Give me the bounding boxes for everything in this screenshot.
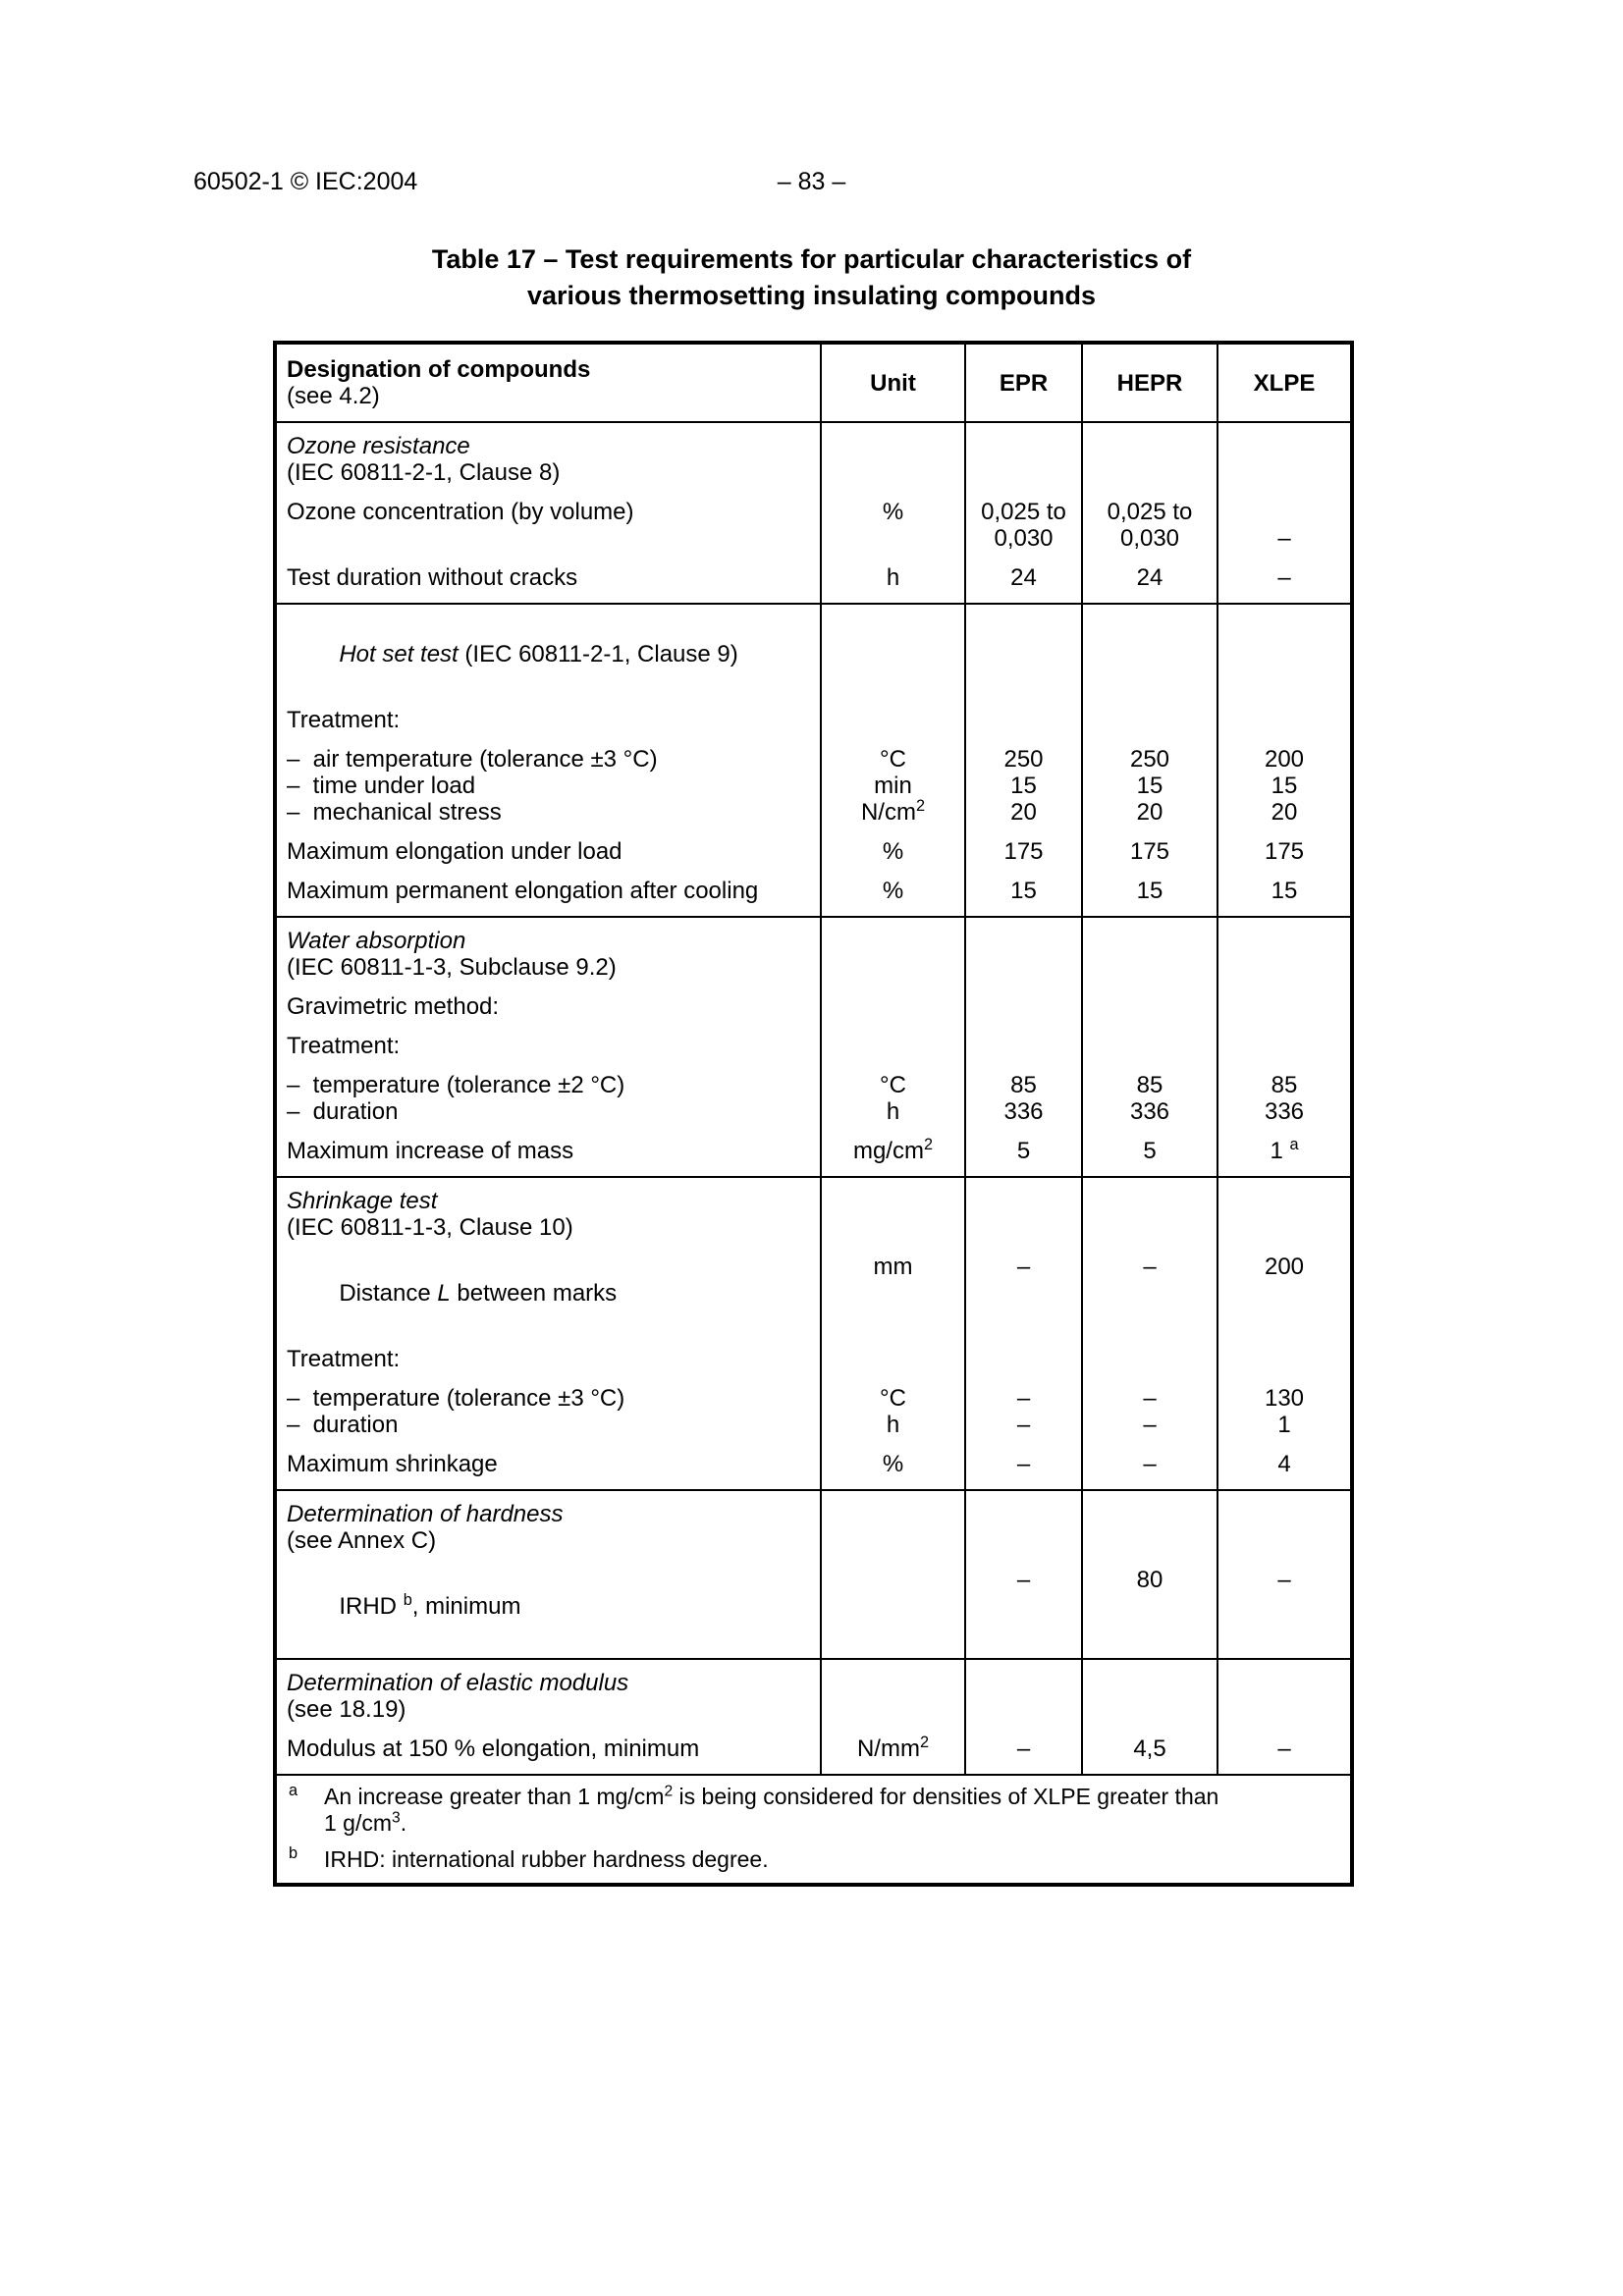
empty-cell <box>821 1554 965 1659</box>
empty-cell <box>821 981 965 1020</box>
unit-base: N/mm <box>856 1735 920 1762</box>
ozone-duration-row <box>275 552 1352 604</box>
epr-cell: 175 <box>965 826 1082 865</box>
hepr-cell <box>1082 486 1217 552</box>
value-line: 0,025 to <box>981 499 1066 525</box>
footnotes-cell <box>275 1775 1352 1885</box>
unit-cell <box>821 1125 965 1177</box>
empty-cell <box>1217 981 1352 1020</box>
label-part: between marks <box>450 1280 618 1307</box>
section-title-cell <box>275 604 821 694</box>
section-title-cell <box>275 422 821 486</box>
empty-cell <box>965 981 1082 1020</box>
epr-cell: 336 <box>965 1098 1082 1125</box>
section-title-cell <box>275 1490 821 1554</box>
label-cell: – temperature (tolerance ±2 °C) <box>275 1059 821 1098</box>
footnote-b <box>289 1846 1338 1873</box>
epr-cell <box>965 486 1082 552</box>
hepr-cell: 5 <box>1082 1125 1217 1177</box>
epr-cell: – <box>965 1438 1082 1490</box>
table-title-line1: Table 17 – Test requirements for particular characteristics of <box>431 244 1192 274</box>
xlpe-cell: 200 <box>1217 733 1352 773</box>
epr-cell: – <box>965 1412 1082 1438</box>
footnote-a <box>289 1784 1338 1837</box>
table-title-line2: various thermosetting insulating compounds <box>526 281 1097 310</box>
section-hardness <box>275 1490 1352 1659</box>
xlpe-cell: 175 <box>1217 826 1352 865</box>
hardness-irhd-row <box>275 1554 1352 1659</box>
empty-cell <box>1082 694 1217 733</box>
epr-cell: 24 <box>965 552 1082 604</box>
unit-base: mg/cm <box>852 1138 924 1164</box>
hardness-title-row <box>275 1490 1352 1554</box>
xlpe-cell: 200 <box>1217 1241 1352 1333</box>
unit-cell: h <box>821 552 965 604</box>
section-title-cell <box>275 1177 821 1241</box>
footnote-text-part: An increase greater than 1 mg/cm <box>324 1784 665 1809</box>
unit-cell: h <box>821 1412 965 1438</box>
xlpe-cell: – <box>1217 1554 1352 1659</box>
section-water-absorption <box>275 917 1352 1177</box>
hepr-cell: – <box>1082 1412 1217 1438</box>
hotset-treatment-row <box>275 694 1352 733</box>
epr-cell: – <box>965 1241 1082 1333</box>
shrinkage-temperature-row <box>275 1372 1352 1412</box>
label-cell: Treatment: <box>275 1333 821 1372</box>
epr-cell: 20 <box>965 799 1082 826</box>
epr-cell: 85 <box>965 1059 1082 1098</box>
empty-cell <box>821 1333 965 1372</box>
unit-base: N/cm <box>860 799 916 826</box>
designation-label: Designation of compounds <box>287 356 591 383</box>
hepr-cell: 175 <box>1082 826 1217 865</box>
unit-cell: min <box>821 773 965 799</box>
xlpe-cell: 20 <box>1217 799 1352 826</box>
col-header-xlpe: XLPE <box>1217 343 1352 422</box>
empty-cell <box>1082 917 1217 981</box>
empty-cell <box>965 1659 1082 1723</box>
empty-cell <box>965 604 1082 694</box>
section-hot-set-test <box>275 604 1352 917</box>
empty-cell <box>821 1020 965 1059</box>
label-cell: Ozone concentration (by volume) <box>275 486 821 552</box>
empty-cell <box>965 1020 1082 1059</box>
empty-cell <box>1082 1177 1217 1241</box>
section-subtitle: (see Annex C) <box>287 1527 437 1554</box>
unit-cell: % <box>821 865 965 917</box>
empty-cell <box>965 1490 1082 1554</box>
xlpe-cell: 336 <box>1217 1098 1352 1125</box>
empty-cell <box>1082 604 1217 694</box>
xlpe-cell: 1 <box>1217 1412 1352 1438</box>
section-title: Hot set test <box>339 641 459 667</box>
section-ozone-resistance <box>275 422 1352 604</box>
section-shrinkage-test <box>275 1177 1352 1490</box>
empty-cell <box>1217 1020 1352 1059</box>
hepr-cell: 250 <box>1082 733 1217 773</box>
empty-cell <box>821 604 965 694</box>
epr-cell: 15 <box>965 865 1082 917</box>
empty-cell <box>965 1177 1082 1241</box>
footnote-text-part: 1 g/cm <box>324 1810 393 1836</box>
empty-cell <box>965 694 1082 733</box>
empty-cell <box>821 917 965 981</box>
footnote-ref-b: b <box>403 1591 412 1609</box>
water-gravimetric-row <box>275 981 1352 1020</box>
hotset-max-elongation-row <box>275 826 1352 865</box>
xlpe-cell: – <box>1217 552 1352 604</box>
empty-cell <box>1217 917 1352 981</box>
label-cell: – duration <box>275 1412 821 1438</box>
label-cell: Treatment: <box>275 694 821 733</box>
empty-cell <box>1082 1659 1217 1723</box>
superscript: 2 <box>664 1783 674 1800</box>
label-cell: Test duration without cracks <box>275 552 821 604</box>
footnote-a-marker <box>289 1784 324 1837</box>
label-cell: Maximum elongation under load <box>275 826 821 865</box>
label-cell: Maximum permanent elongation after cooling <box>275 865 821 917</box>
empty-cell <box>821 694 965 733</box>
label-cell: Treatment: <box>275 1020 821 1059</box>
empty-cell <box>965 917 1082 981</box>
unit-superscript: 2 <box>915 797 926 815</box>
empty-cell <box>1082 981 1217 1020</box>
unit-cell: mm <box>821 1241 965 1333</box>
section-title: Determination of elastic modulus <box>287 1670 629 1696</box>
table-17 <box>273 341 1354 1887</box>
section-elastic-modulus <box>275 1659 1352 1775</box>
xlpe-cell: 130 <box>1217 1372 1352 1412</box>
empty-cell <box>1217 604 1352 694</box>
footnote-b-text: IRHD: international rubber hardness degree. <box>324 1846 769 1872</box>
empty-cell <box>1082 1333 1217 1372</box>
empty-cell <box>1217 1659 1352 1723</box>
hepr-cell: – <box>1082 1241 1217 1333</box>
empty-cell <box>1217 1490 1352 1554</box>
modulus-row <box>275 1723 1352 1775</box>
label-part: Distance <box>339 1280 438 1307</box>
empty-cell <box>1217 422 1352 486</box>
document-reference: 60502-1 © IEC:2004 <box>193 168 418 195</box>
hotset-air-temperature-row <box>275 733 1352 773</box>
section-subtitle: (IEC 60811-2-1, Clause 8) <box>287 459 561 486</box>
xlpe-cell <box>1217 1125 1352 1177</box>
superscript: 3 <box>392 1809 401 1827</box>
empty-cell <box>821 1490 965 1554</box>
hepr-cell: 20 <box>1082 799 1217 826</box>
table-title <box>0 241 1623 314</box>
section-title: Shrinkage test <box>287 1188 438 1214</box>
empty-cell <box>1082 1490 1217 1554</box>
label-cell: Gravimetric method: <box>275 981 821 1020</box>
label-cell <box>275 1554 821 1659</box>
label-cell: – air temperature (tolerance ±3 °C) <box>275 733 821 773</box>
hotset-title-row <box>275 604 1352 694</box>
section-subtitle: (IEC 60811-1-3, Subclause 9.2) <box>287 954 617 981</box>
unit-cell <box>821 1723 965 1775</box>
footnotes-row <box>275 1775 1352 1885</box>
empty-cell <box>821 1177 965 1241</box>
xlpe-value: 1 <box>1270 1138 1283 1164</box>
footnote-marker: b <box>289 1844 298 1862</box>
hepr-cell: 15 <box>1082 865 1217 917</box>
shrinkage-max-row <box>275 1438 1352 1490</box>
hepr-cell: 80 <box>1082 1554 1217 1659</box>
label-cell: Maximum shrinkage <box>275 1438 821 1490</box>
hepr-cell: – <box>1082 1372 1217 1412</box>
section-subtitle: (IEC 60811-1-3, Clause 10) <box>287 1214 573 1241</box>
water-max-mass-row <box>275 1125 1352 1177</box>
hotset-time-under-load-row <box>275 773 1352 799</box>
modulus-title-row <box>275 1659 1352 1723</box>
hotset-max-permanent-elongation-row <box>275 865 1352 917</box>
hepr-cell: – <box>1082 1438 1217 1490</box>
page-number: – 83 – <box>777 168 846 195</box>
shrinkage-title-row <box>275 1177 1352 1241</box>
empty-cell <box>965 1333 1082 1372</box>
water-title-row <box>275 917 1352 981</box>
footnote-marker: a <box>289 1782 298 1799</box>
xlpe-cell: 85 <box>1217 1059 1352 1098</box>
xlpe-cell: 15 <box>1217 865 1352 917</box>
xlpe-cell: 15 <box>1217 773 1352 799</box>
value-line: 0,030 <box>994 525 1054 552</box>
running-header <box>0 167 1623 196</box>
empty-cell <box>1082 1020 1217 1059</box>
section-title: Ozone resistance <box>287 433 470 459</box>
xlpe-cell: – <box>1217 1723 1352 1775</box>
label-cell: – temperature (tolerance ±3 °C) <box>275 1372 821 1412</box>
section-title-cell <box>275 1659 821 1723</box>
label-cell: – duration <box>275 1098 821 1125</box>
hepr-cell: 24 <box>1082 552 1217 604</box>
unit-cell: °C <box>821 1372 965 1412</box>
ozone-title-row <box>275 422 1352 486</box>
unit-cell: °C <box>821 1059 965 1098</box>
label-cell: Modulus at 150 % elongation, minimum <box>275 1723 821 1775</box>
epr-cell: – <box>965 1554 1082 1659</box>
hepr-cell: 4,5 <box>1082 1723 1217 1775</box>
shrinkage-distance-row <box>275 1241 1352 1333</box>
footnote-ref-a: a <box>1289 1136 1299 1153</box>
label-cell <box>275 1241 821 1333</box>
epr-cell: 15 <box>965 773 1082 799</box>
section-title: Water absorption <box>287 928 466 954</box>
water-treatment-row <box>275 1020 1352 1059</box>
col-header-epr: EPR <box>965 343 1082 422</box>
hepr-cell: 336 <box>1082 1098 1217 1125</box>
col-header-hepr: HEPR <box>1082 343 1217 422</box>
water-temperature-row <box>275 1059 1352 1098</box>
table-header-row <box>275 343 1352 422</box>
ozone-concentration-row <box>275 486 1352 552</box>
empty-cell <box>1082 422 1217 486</box>
label-cell: – time under load <box>275 773 821 799</box>
unit-cell: % <box>821 486 965 552</box>
footnote-b-marker <box>289 1846 324 1873</box>
value-line: 0,025 to <box>1107 499 1193 525</box>
value-line: 0,030 <box>1119 525 1180 552</box>
label-cell: Maximum increase of mass <box>275 1125 821 1177</box>
epr-cell: 250 <box>965 733 1082 773</box>
requirements-table <box>273 341 1354 1887</box>
table-footnotes <box>275 1775 1352 1885</box>
section-title-cell <box>275 917 821 981</box>
epr-cell: – <box>965 1372 1082 1412</box>
table-header <box>275 343 1352 422</box>
unit-cell <box>821 799 965 826</box>
label-part: , minimum <box>411 1593 521 1620</box>
unit-cell: % <box>821 826 965 865</box>
hepr-cell: 85 <box>1082 1059 1217 1098</box>
water-duration-row <box>275 1098 1352 1125</box>
empty-cell <box>821 422 965 486</box>
col-header-unit: Unit <box>821 343 965 422</box>
unit-cell: °C <box>821 733 965 773</box>
empty-cell <box>1217 694 1352 733</box>
unit-superscript: 2 <box>919 1734 930 1751</box>
designation-sub-label: (see 4.2) <box>287 383 380 409</box>
section-title-rest: (IEC 60811-2-1, Clause 9) <box>458 641 738 667</box>
xlpe-cell: 4 <box>1217 1438 1352 1490</box>
shrinkage-duration-row <box>275 1412 1352 1438</box>
variable-L: L <box>437 1280 451 1307</box>
empty-cell <box>1217 1333 1352 1372</box>
section-subtitle: (see 18.19) <box>287 1696 406 1723</box>
epr-cell: 5 <box>965 1125 1082 1177</box>
section-title: Determination of hardness <box>287 1501 564 1527</box>
footnote-text-part: . <box>400 1810 407 1836</box>
empty-cell <box>821 1659 965 1723</box>
footnote-text-part: is being considered for densities of XLPE greater than <box>673 1784 1219 1809</box>
epr-cell: – <box>965 1723 1082 1775</box>
empty-cell <box>965 422 1082 486</box>
hotset-mechanical-stress-row <box>275 799 1352 826</box>
shrinkage-treatment-row <box>275 1333 1352 1372</box>
unit-superscript: 2 <box>923 1136 934 1153</box>
col-header-designation <box>275 343 821 422</box>
unit-cell: h <box>821 1098 965 1125</box>
unit-cell: % <box>821 1438 965 1490</box>
xlpe-cell: – <box>1217 486 1352 552</box>
label-cell: – mechanical stress <box>275 799 821 826</box>
hepr-cell: 15 <box>1082 773 1217 799</box>
empty-cell <box>1217 1177 1352 1241</box>
label-part: IRHD <box>339 1593 404 1620</box>
footnote-a-text <box>324 1784 1338 1837</box>
